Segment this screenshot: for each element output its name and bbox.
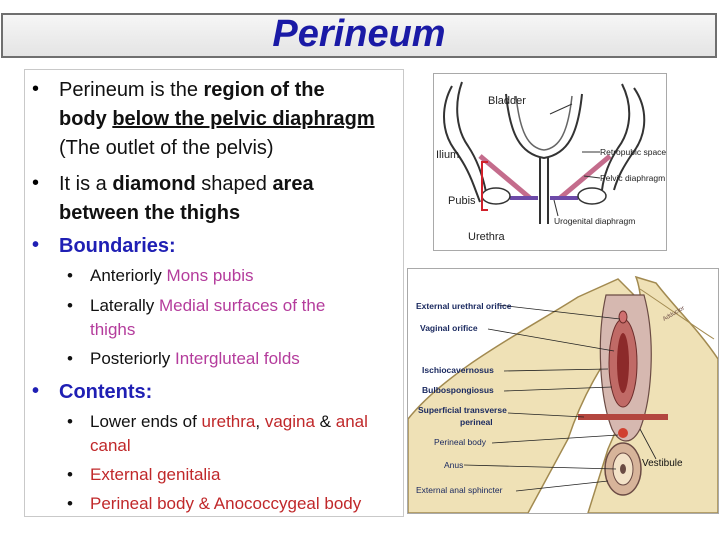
label-vaginal: Vaginal orifice xyxy=(420,323,478,333)
text: Anteriorly xyxy=(90,266,167,285)
label-retropubic: Retropubic space xyxy=(600,147,666,157)
text-magenta: Mons pubis xyxy=(166,266,254,285)
pelvis-illustration xyxy=(434,74,666,250)
label-urethra: Urethra xyxy=(468,231,505,243)
bullet: • xyxy=(32,380,40,402)
sub-bullet: • xyxy=(67,494,73,513)
boundary-laterally xyxy=(90,294,325,318)
label-ilium: Ilium xyxy=(436,149,460,161)
slide-title: Perineum xyxy=(272,13,446,55)
text-bold: area xyxy=(272,173,314,195)
label-urogenital: Urogenital diaphragm xyxy=(554,216,636,226)
text-red: anal xyxy=(335,412,368,431)
text-bold: region of the xyxy=(203,79,325,101)
label-pelvic-diaphragm: Pelvic diaphragm xyxy=(600,173,666,183)
text: Posteriorly xyxy=(90,349,176,368)
label-ext-urethral: External urethral orifice xyxy=(416,301,512,311)
label-ext-anal: External anal sphincter xyxy=(416,485,503,495)
sub-bullet: • xyxy=(67,266,73,285)
point-2-line-1 xyxy=(59,170,314,199)
label-anus: Anus xyxy=(444,460,464,470)
sub-bullet: • xyxy=(67,296,73,315)
sub-bullet: • xyxy=(67,465,73,484)
label-sup-trans-2: perineal xyxy=(460,417,493,427)
text: Lower ends of xyxy=(90,412,202,431)
text-underline: below the pelvic diaphragm xyxy=(112,108,375,130)
perineum-muscles-diagram xyxy=(407,268,719,514)
label-ischio: Ischiocavernosus xyxy=(422,365,494,375)
text-bold: between the thighs xyxy=(59,202,241,224)
label-sup-trans-1: Superficial transverse xyxy=(418,405,507,415)
text-magenta: Intergluteal folds xyxy=(175,349,300,368)
contents-item-2: External genitalia xyxy=(90,465,221,484)
text-red: vagina xyxy=(264,412,315,431)
text: , xyxy=(255,412,265,431)
label-adductor: Adductor xyxy=(662,305,686,323)
text: It is a xyxy=(59,173,113,195)
text-red: urethra xyxy=(201,412,256,431)
text-bold: body xyxy=(59,108,113,130)
boundaries-heading: Boundaries: xyxy=(59,235,176,257)
label-bladder: Bladder xyxy=(488,95,526,107)
text: Perineum is the xyxy=(59,79,204,101)
contents-item-1 xyxy=(90,410,368,434)
bullet: • xyxy=(32,234,40,256)
text: & xyxy=(314,412,336,431)
label-bulbo: Bulbospongiosus xyxy=(422,385,494,395)
boundary-anteriorly xyxy=(90,264,253,288)
sub-bullet: • xyxy=(67,412,73,431)
perineum-illustration xyxy=(408,269,718,513)
text-magenta: Medial surfaces of the xyxy=(158,296,326,315)
point-1-line-1 xyxy=(59,76,325,105)
point-2-line-2 xyxy=(59,199,240,228)
sub-bullet: • xyxy=(67,349,73,368)
label-perineal-body: Perineal body xyxy=(434,437,486,447)
point-1-line-3: (The outlet of the pelvis) xyxy=(59,137,274,159)
pelvis-diagram xyxy=(433,73,667,251)
bullet: • xyxy=(32,78,40,100)
title-bar xyxy=(1,13,717,58)
label-vestibule: Vestibule xyxy=(642,458,683,469)
boundary-laterally-cont: thighs xyxy=(90,320,136,339)
label-pubis: Pubis xyxy=(448,195,476,207)
contents-item-1-cont: canal xyxy=(90,436,131,455)
contents-item-3: Perineal body & Anococcygeal body xyxy=(90,494,362,513)
point-1-line-2 xyxy=(59,105,375,134)
text: Laterally xyxy=(90,296,159,315)
boundary-posteriorly xyxy=(90,347,300,371)
text-bold: diamond xyxy=(112,173,196,195)
text: shaped xyxy=(195,173,273,195)
bullet: • xyxy=(32,172,40,194)
contents-heading: Contents: xyxy=(59,381,153,403)
